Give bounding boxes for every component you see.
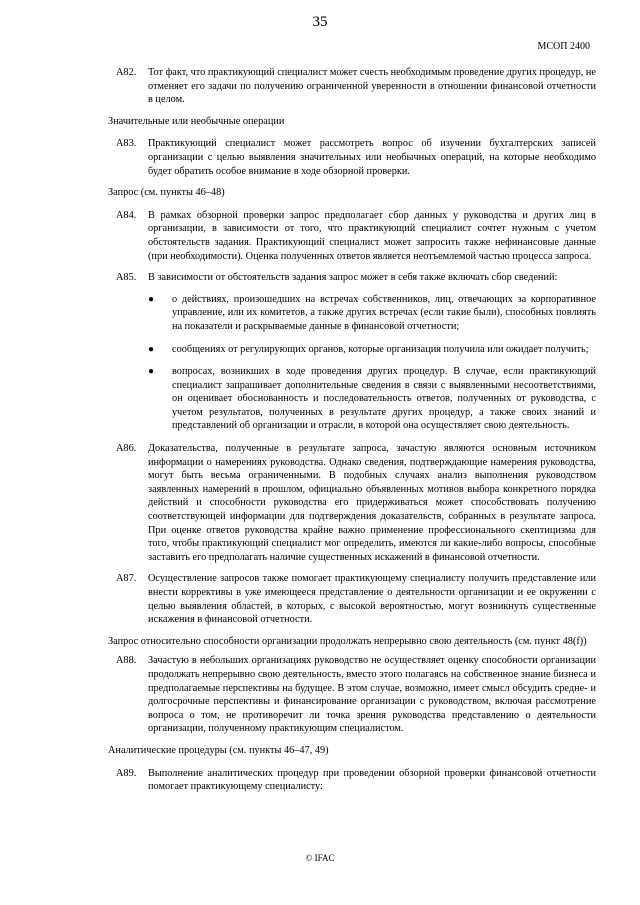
bullet-list	[108, 293, 596, 433]
copyright-footer: © IFAC	[305, 853, 335, 863]
list-item	[108, 365, 596, 433]
paragraph-a89	[108, 767, 596, 794]
bullet-icon: ●	[148, 366, 155, 378]
section-heading-inquiry: Запрос (см. пункты 46–48)	[108, 187, 225, 199]
paragraph-number: A85.	[116, 272, 137, 284]
paragraph-a88	[108, 654, 596, 736]
paragraph-text: Тот факт, что практикующий специалист может счесть необходимым проведение других процедур, не отменяет его задачи по получению ограниченной уверенности в отношении финансовой отчетности в целом.	[148, 67, 596, 106]
paragraph-number: A88.	[116, 655, 137, 667]
paragraph-number: A86.	[116, 443, 137, 455]
paragraph-text: Выполнение аналитических процедур при проведении обзорной проверки финансовой отчетности помогает практикующему специалисту:	[148, 767, 596, 793]
paragraph-number: A82.	[116, 67, 137, 78]
bullet-icon: ●	[148, 293, 155, 305]
paragraph-text: Осуществление запросов также помогает практикующему специалисту получить представление или внести коррективы в уже имеющееся представление о деятельности организации и ее окружении с целью выявления областей, в которых, с высокой вероятностью, могут возникнуть существенные искажения в финансовой отчетности.	[148, 573, 596, 626]
paragraph-text: Зачастую в небольших организациях руководство не осуществляет оценку способности организации продолжать непрерывно свою деятельность, вместо этого полагаясь на собственное знание бизнеса и предполагаемые перспективы на будущее. В этом случае, возможно, имеет смысл обсудить средне- и долгосрочные перспективы и финансирование организации с руководством, включая рассмотрение вопроса о том, не противоречит ли точка зрения руководства представлению о деятельности организации, полученному практикующим специалистом.	[148, 655, 596, 735]
paragraph-text: Доказательства, полученные в результате запроса, зачастую являются основным источником информации о намерениях руководства. Однако сведения, подтверждающие намерения руководства, могут быть весьма ограниченными. В подобных случаях анализ выполнения руководством заявленных намерений в прошлом, официально объявленных мотивов выбора конкретного порядка действий и способности руководства его придерживаться может способствовать получению соответствующей информации для подтверждения доказательств, собранных в результате запроса. При оценке ответов руководства крайне важно применение профессионального скептицизма для того, чтобы практикующий специалист мог определить, имеются ли какие-либо вопросы, способные заставить его предполагать наличие существенных искажений в финансовой отчетности.	[148, 443, 596, 563]
section-heading-significant-operations: Значительные или необычные операции	[108, 115, 285, 127]
document-code: МСОП 2400	[537, 41, 590, 52]
paragraph-number: A84.	[116, 209, 137, 221]
section-heading-analytical-procedures: Аналитические процедуры (см. пункты 46–47, 49)	[108, 744, 329, 756]
list-item-text: вопросах, возникших в ходе проведения других процедур. В случае, если практикующий специалист запрашивает дополнительные сведения в связи с выявленными несоответствиями, он оценивает обоснованность и последовательность ответов, полученных от руководства, с учетом результатов, полученных в результате других процедур, а также своих знаний и представлений об организации и отрасли, в которой она осуществляет свою деятельность.	[172, 366, 596, 432]
list-item-text: о действиях, произошедших на встречах собственников, лиц, отвечающих за корпоративное управление, или их комитетов, а также других встречах (если такие были), способных повлиять на показатели и раскрываемые данные в финансовой отчетности;	[172, 293, 596, 332]
list-item-text: сообщениях от регулирующих органов, которые организация получила или ожидает получить;	[172, 343, 589, 355]
paragraph-text: В рамках обзорной проверки запрос предполагает сбор данных у руководства и других лиц в организации, в зависимости от того, что практикующий специалист сочтет нужным с учетом обстоятельств задания. Практикующий специалист может запросить также нефинансовые данные (при необходимости). Оценка полученных ответов является неотъемлемой частью процесса запроса.	[148, 209, 596, 262]
paragraph-text: В зависимости от обстоятельств задания запрос может в себя также включать сбор сведений:	[148, 272, 558, 284]
paragraph-text: Практикующий специалист может рассмотреть вопрос об изучении бухгалтерских записей организации с целью выявления значительных или необычных операций, на которые необходимо будет обратить особое внимание в ходе обзорной проверки.	[148, 138, 596, 177]
list-item	[108, 293, 596, 334]
paragraph-a87	[108, 572, 596, 626]
bullet-icon: ●	[148, 343, 155, 355]
paragraph-number: A89.	[116, 767, 137, 779]
section-heading-going-concern: Запрос относительно способности организации продолжать непрерывно свою деятельность (см. пункт 48(f))	[108, 635, 587, 647]
paragraph-a85	[108, 271, 596, 285]
document-body	[108, 66, 596, 802]
paragraph-a84	[108, 209, 596, 263]
list-item	[108, 343, 596, 357]
paragraph-number: A87.	[116, 573, 137, 585]
paragraph-a86	[108, 442, 596, 564]
paragraph-number: A83.	[116, 138, 137, 150]
paragraph-a82	[108, 66, 596, 107]
paragraph-a83	[108, 137, 596, 178]
page-number: 35	[312, 14, 328, 30]
